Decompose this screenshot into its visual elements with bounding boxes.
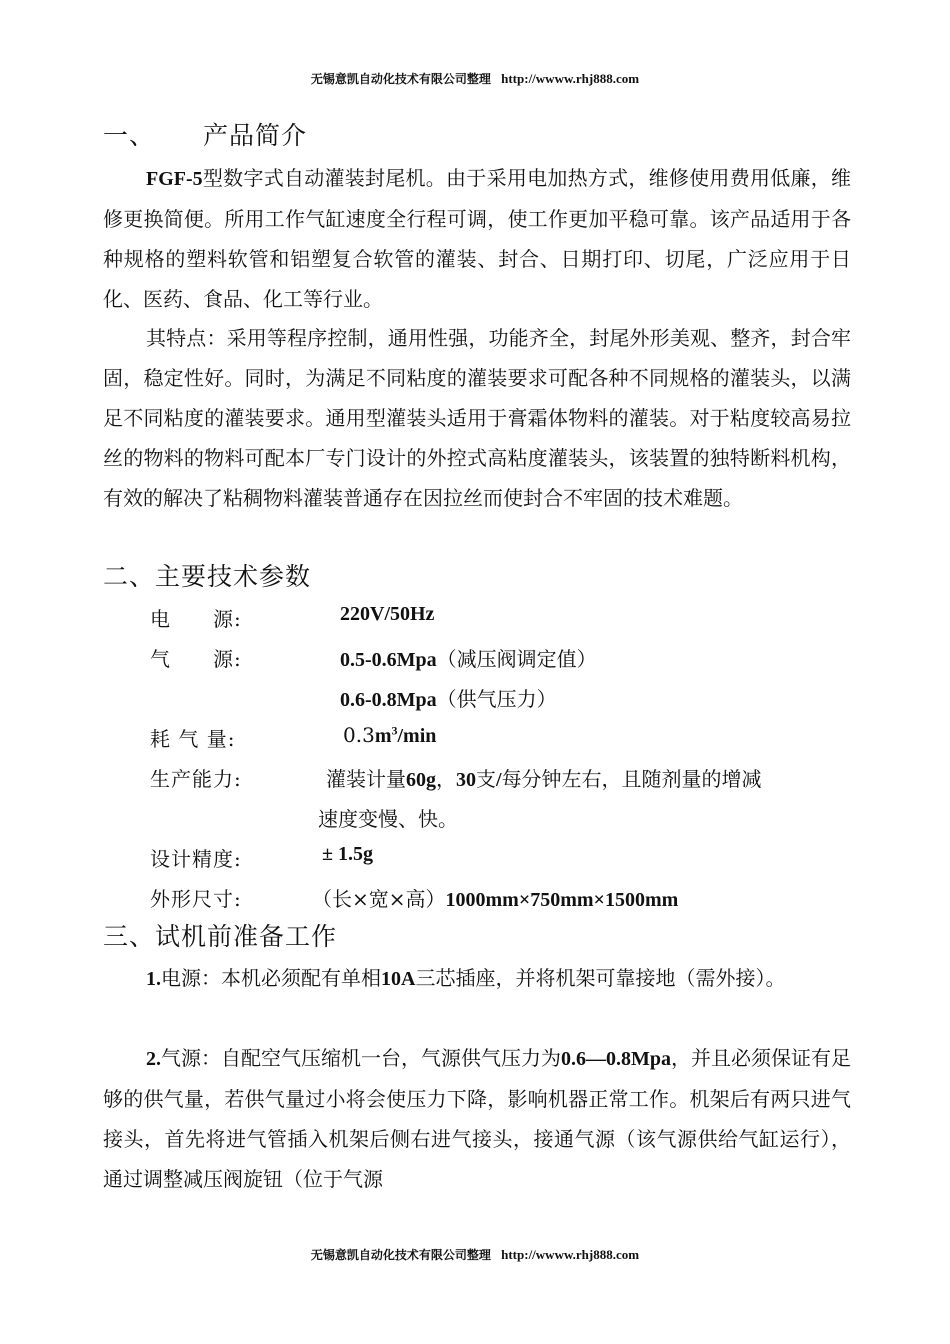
capacity-amount: 60g bbox=[406, 769, 436, 791]
section3-paragraph2 bbox=[103, 1038, 851, 1199]
page-header bbox=[0, 70, 950, 87]
footer-url[interactable]: http://wwww.rhj888.com bbox=[501, 1247, 640, 1262]
consumption-label: 耗 气 量: bbox=[150, 727, 236, 751]
section3-p1-text-c: 三芯插座，并将机架可靠接地（需外接）。 bbox=[415, 966, 786, 990]
consumption-unit: /min bbox=[397, 725, 437, 747]
air-note1: （减压阀调定值） bbox=[436, 647, 597, 671]
section1-paragraph2 bbox=[103, 318, 851, 518]
capacity-label: 生产能力: bbox=[150, 767, 242, 791]
consumption-value bbox=[343, 723, 436, 748]
page-footer bbox=[0, 1246, 950, 1263]
model-name: FGF-5 bbox=[146, 168, 203, 190]
section3-p2-text-c: ，并且必须保证有足够的供气量，若供气量过小将会使压力下降，影响机器正常工作。机架后有两只进气接头，首先将进气管插入机架后侧右进气接头，接通气源（该气源供给气缸运行），通过调整减压阀旋钮（位于气源 bbox=[103, 1046, 851, 1191]
section1-paragraph1-text: 型数字式自动灌装封尾机。由于采用电加热方式，维修使用费用低廉，维修更换简便。所用工作气缸速度全行程可调，使工作更加平稳可靠。该产品适用于各种规格的塑料软管和铝塑复合软管的灌装、封合、日期打印、切尾，广泛应用于日化、医药、食品、化工等行业。 bbox=[103, 166, 851, 311]
section1-paragraph1 bbox=[103, 158, 851, 319]
power-label: 电 源: bbox=[150, 607, 242, 631]
section1-title: 产品简介 bbox=[203, 121, 308, 150]
section3-p2-text-a: 气源：自配空气压缩机一台，气源供气压力为 bbox=[161, 1046, 561, 1070]
capacity-text-g: 每分钟左右，且随剂量的增减 bbox=[501, 767, 762, 791]
section1-heading bbox=[103, 116, 307, 152]
section3-heading: 三、试机前准备工作 bbox=[103, 922, 338, 951]
section3-p2-pressure: 0.6—0.8Mpa bbox=[561, 1048, 671, 1070]
air-label: 气 源: bbox=[150, 647, 242, 671]
section3-p2-number: 2. bbox=[146, 1048, 161, 1070]
consumption-number: 0.3 bbox=[343, 723, 375, 747]
section2-heading: 二、主要技术参数 bbox=[103, 562, 312, 591]
section3-p1-text-a: 电源：本机必须配有单相 bbox=[161, 966, 381, 990]
header-url[interactable]: http://wwww.rhj888.com bbox=[501, 71, 640, 86]
capacity-unit: 支 bbox=[476, 767, 496, 791]
size-row bbox=[312, 883, 678, 912]
capacity-line2: 速度变慢、快。 bbox=[318, 807, 458, 831]
section3-paragraph1 bbox=[103, 958, 851, 999]
size-value: 1000mm×750mm×1500mm bbox=[445, 889, 679, 911]
footer-company: 无锡意凯自动化技术有限公司整理 bbox=[310, 1248, 491, 1262]
capacity-slash: / bbox=[496, 769, 502, 791]
consumption-m: m bbox=[374, 725, 392, 747]
section1-number: 一、 bbox=[103, 121, 156, 150]
capacity-line1 bbox=[326, 763, 762, 792]
power-value: 220V/50Hz bbox=[340, 603, 435, 625]
precision-value: ± 1.5g bbox=[322, 843, 373, 865]
air-row2 bbox=[340, 683, 557, 712]
capacity-comma: ， bbox=[436, 767, 456, 791]
header-company: 无锡意凯自动化技术有限公司整理 bbox=[310, 72, 491, 86]
precision-label: 设计精度: bbox=[150, 847, 242, 871]
capacity-count: 30 bbox=[456, 769, 476, 791]
section1-paragraph2-text: 其特点：采用等程序控制，通用性强，功能齐全，封尾外形美观、整齐，封合牢固，稳定性好。同时，为满足不同粘度的灌装要求可配各种不同规格的灌装头，以满足不同粘度的灌装要求。通用型灌装头适用于膏霜体物料的灌装。对于粘度较高易拉丝的物料的物料可配本厂专门设计的外控式高粘度灌装头，该装置的独特断料机构，有效的解决了粘稠物料灌装普通存在因拉丝而使封合不牢固的技术难题。 bbox=[103, 326, 851, 510]
air-row1 bbox=[340, 643, 597, 672]
capacity-text-a: 灌装计量 bbox=[326, 767, 406, 791]
section3-p1-current: 10A bbox=[381, 968, 416, 990]
air-value1: 0.5-0.6Mpa bbox=[340, 649, 437, 671]
air-note2: （供气压力） bbox=[436, 687, 557, 711]
air-value2: 0.6-0.8Mpa bbox=[340, 689, 437, 711]
consumption-sup: 3 bbox=[391, 723, 398, 738]
section3-p1-number: 1. bbox=[146, 968, 161, 990]
size-note: （长×宽×高） bbox=[312, 887, 446, 911]
size-label: 外形尺寸: bbox=[150, 887, 242, 911]
